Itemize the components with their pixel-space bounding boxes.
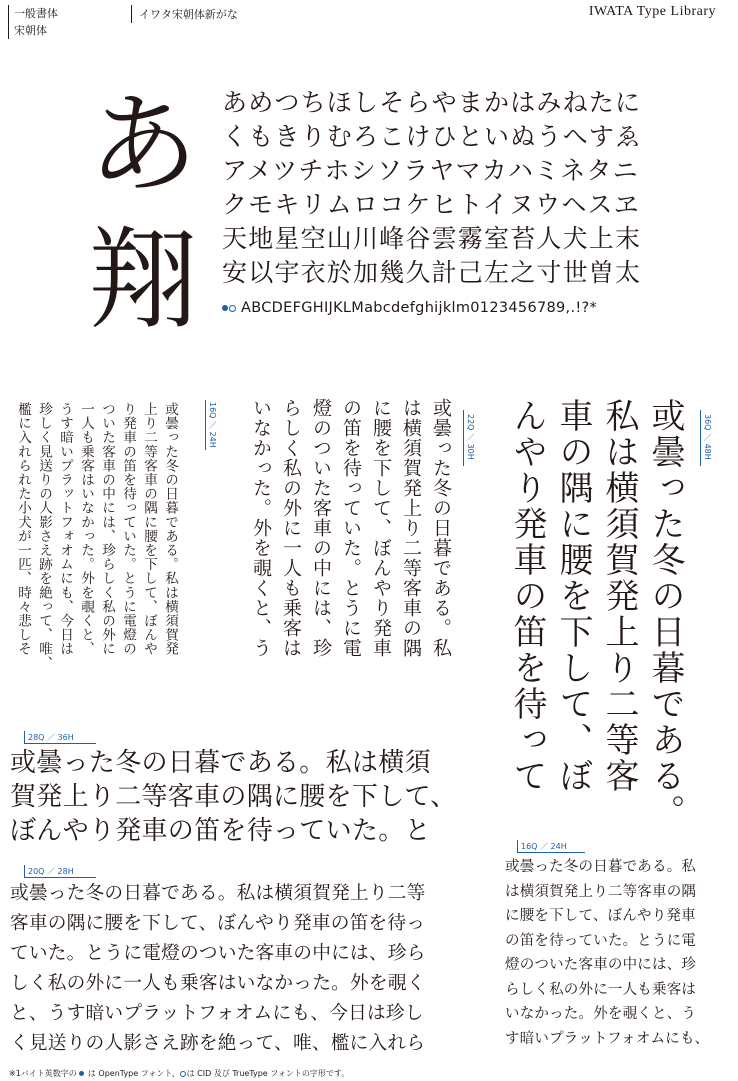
horizontal-28-line: ぼんやり発車の笛を待っていた。と — [10, 816, 431, 846]
big-specimen-char-2: 翔 — [88, 216, 198, 344]
horizontal-28-line: 或曇った冬の日暮である。私は横須 — [10, 748, 431, 778]
category-line-1: 一般書体 — [14, 7, 58, 20]
label-tick — [24, 731, 25, 743]
size-label-36q: 36Q ／ 48H — [703, 414, 712, 460]
header-separator — [8, 5, 9, 39]
horizontal-16-line: の笛を待っていた。とうに電 — [505, 932, 697, 949]
vertical-36-column: 私は横須賀発上り二等客 — [599, 398, 639, 794]
cid-dot-icon — [180, 1071, 186, 1077]
kana-line: アメツチホシソラヤマカハミネタニ — [222, 156, 639, 185]
kana-line: 安以宇衣於加幾久計己左之寸世曽太 — [222, 258, 642, 287]
horizontal-20-line: く見送りの人影さえ跡を絶って、唯、檻に入れら — [10, 1033, 426, 1054]
size-label-22q: 22Q ／ 30H — [466, 414, 475, 460]
size-label-28q: 28Q ／ 36H — [28, 733, 74, 742]
horizontal-text-20q — [10, 879, 426, 1059]
size-label-20q: 20Q ／ 28H — [28, 867, 74, 876]
vertical-22-column: 或曇った冬の日暮である。私 — [430, 398, 452, 658]
vertical-22-column: いなかった。外を覗くと、う — [250, 398, 272, 658]
vertical-text-22q — [246, 398, 456, 718]
horizontal-16-line: は横須賀発上り二等客車の隅 — [505, 883, 697, 900]
footnote-part-2: は OpenType フォント、 — [87, 1069, 180, 1078]
vertical-16-column: 檻に入れられた小犬が一匹、時々悲しそ — [15, 402, 31, 656]
vertical-22-column: らしく私の外に一人も乗客は — [280, 398, 302, 658]
vertical-22-column: に腰を下して、ぼんやり発車 — [370, 398, 392, 658]
kana-specimen — [222, 86, 641, 290]
horizontal-text-16q — [505, 855, 709, 1051]
horizontal-16-line: 或曇った冬の日暮である。私 — [505, 859, 697, 875]
header-separator-2 — [131, 5, 132, 23]
horizontal-20-line: 或曇った冬の日暮である。私は横須賀発上り二等 — [10, 883, 426, 904]
vertical-text-36q — [504, 398, 688, 838]
label-line — [205, 400, 206, 450]
horizontal-20-line: しく私の外に一人も乗客はいなかった。外を覗く — [10, 973, 426, 994]
category-label — [14, 5, 58, 39]
label-tick — [24, 865, 25, 877]
vertical-16-column: 一人も乗客はいなかった。外を覗くと、 — [78, 402, 94, 656]
label-line — [700, 410, 701, 466]
vertical-22-column: 燈のついた客車の中には、珍 — [310, 398, 332, 658]
vertical-text-16q — [12, 402, 180, 722]
opentype-dot-icon — [79, 1071, 84, 1076]
vertical-16-column: 上り二等客車の隅に腰を下して、ぼんや — [141, 402, 157, 656]
big-specimen-char-1: あ — [88, 81, 198, 209]
vertical-36-column: 或曇った冬の日暮である。 — [645, 398, 685, 830]
alphanumeric-text: ABCDEFGHIJKLMabcdefghijklm0123456789,.!?* — [241, 300, 598, 316]
vertical-36-column: 車の隅に腰を下して、ぼ — [553, 398, 593, 794]
vertical-22-column: は横須賀発上り二等客車の隅 — [400, 398, 422, 658]
footnote — [9, 1068, 349, 1079]
label-line — [24, 877, 96, 878]
size-label-16q: 16Q ／ 24H — [208, 402, 217, 448]
horizontal-28-line: 賀発上り二等客車の隅に腰を下して、 — [10, 782, 457, 812]
vertical-36-column: んやり発車の笛を待って — [507, 398, 547, 794]
vertical-16-column: うす暗いプラットフォオムにも、今日は — [57, 402, 73, 656]
font-name: イワタ宋朝体新がな — [139, 8, 238, 21]
opentype-dot-icon — [222, 305, 228, 311]
horizontal-16-line: いなかった。外を覗くと、う — [505, 1006, 697, 1022]
alphanumeric-specimen — [222, 300, 597, 316]
horizontal-16-line: に腰を下して、ぼんやり発車 — [505, 908, 696, 924]
label-line — [517, 852, 585, 853]
horizontal-16-line: 燈のついた客車の中には、珍 — [505, 957, 697, 973]
vertical-22-column: の笛を待っていた。とうに電 — [340, 398, 362, 658]
label-line — [24, 743, 96, 744]
kana-line: あめつちほしそらやまかはみねたに — [222, 88, 642, 117]
label-line — [463, 410, 464, 466]
kana-line: くもきりむろこけひといぬうへすゑ — [222, 122, 642, 151]
library-title: IWATA Type Library — [588, 4, 716, 19]
vertical-16-column: ついた客車の中には、珍らしく私の外に — [99, 402, 115, 656]
vertical-16-column: り発車の笛を待っていた。とうに電燈の — [120, 402, 136, 656]
footnote-part-3: は CID 及び TrueType フォントの字形です。 — [186, 1069, 350, 1078]
vertical-16-column: 珍しく見送りの人影さえ跡を絶って、唯、 — [36, 402, 52, 670]
cid-dot-icon — [229, 305, 236, 312]
horizontal-20-line: と、うす暗いプラットフォオムにも、今日は珍し — [10, 1003, 424, 1024]
category-line-2: 宋朝体 — [14, 24, 47, 37]
horizontal-16-line: す暗いプラットフォオムにも、 — [505, 1030, 710, 1047]
kana-line: 天地星空山川峰谷雲霧室苔人犬上末 — [222, 224, 642, 253]
horizontal-text-28q — [10, 746, 457, 848]
horizontal-20-line: ていた。とうに電燈のついた客車の中には、珍ら — [10, 943, 426, 964]
vertical-16-column: 或曇った冬の日暮である。私は横須賀発 — [162, 402, 178, 656]
size-label-16q-horizontal: 16Q ／ 24H — [521, 842, 567, 851]
kana-line: クモキリムロコケヒトイヌウヘスヱ — [222, 190, 640, 219]
footnote-part-1: ※1バイト英数字の — [9, 1069, 77, 1078]
label-tick — [517, 840, 518, 852]
horizontal-20-line: 客車の隅に腰を下して、ぼんやり発車の笛を待っ — [10, 913, 426, 934]
horizontal-16-line: らしく私の外に一人も乗客は — [505, 981, 697, 998]
